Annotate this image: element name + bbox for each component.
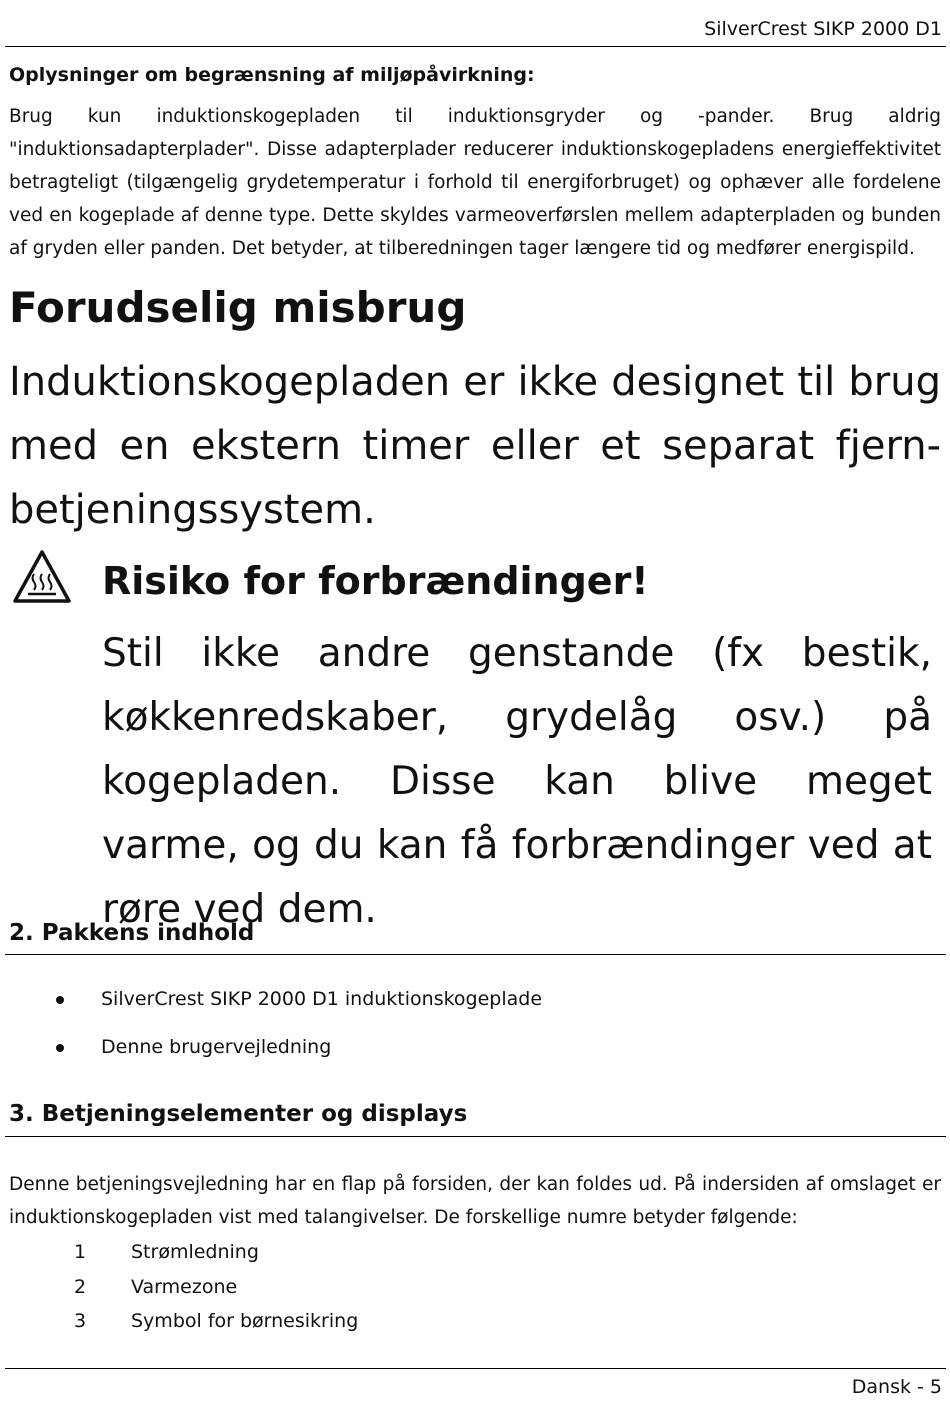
list-item: [0, 1276, 900, 1306]
header-rule: [5, 46, 946, 47]
misuse-paragraph: Induktionskogepladen er ikke designet til brug med en ekstern timer eller et separat fjernbetjeningssystem.: [9, 359, 941, 533]
bullet-icon: [56, 1044, 64, 1052]
list-item-label: Denne brugervejledning: [101, 1036, 332, 1058]
list-item: [0, 988, 900, 1018]
package-heading: 2. Pakkens indhold: [9, 920, 255, 946]
footer-rule: [5, 1368, 946, 1369]
misuse-heading: Forudselig misbrug: [9, 283, 467, 332]
controls-heading: 3. Betjeningselementer og displays: [9, 1101, 468, 1127]
list-item: [0, 1036, 900, 1066]
controls-rule: [5, 1136, 946, 1137]
item-label: Varmezone: [131, 1276, 238, 1298]
list-item: [0, 1310, 900, 1340]
environment-paragraph: Brug kun induktionskogepladen til induktionsgryder og -pander. Brug aldrig "induktionsadapterplader". Disse adapterplader reducerer induktionskogepladens energieffektivitet betragteligt (tilgængelig grydetemperatur i forhold til energiforbruget) og ophæver alle fordelene ved en kogeplade af denne type. Dette skyldes varmeoverførslen mellem adapterpladen og bunden af gryden eller panden. Det betyder, at tilberedningen tager længere tid og medfører energispild.: [9, 106, 941, 259]
item-number: 1: [74, 1241, 87, 1263]
item-label: Symbol for børnesikring: [131, 1310, 359, 1332]
hot-surface-warning-icon: [12, 548, 72, 606]
warning-paragraph: Stil ikke andre genstande (fx bestik, køkkenredskaber, grydelåg osv.) på kogepladen. Disse kan blive meget varme, og du kan få forbrændinger ved at røre ved dem.: [102, 631, 932, 932]
page-footer: Dansk - 5: [851, 1376, 942, 1398]
item-number: 2: [74, 1276, 87, 1298]
warning-heading: Risiko for forbrændinger!: [102, 559, 649, 603]
controls-paragraph: Denne betjeningsvejledning har en flap på forsiden, der kan foldes ud. På indersiden af omslaget er induktionskogepladen vist med talangivelser. De forskellige numre betyder følgende:: [9, 1174, 941, 1228]
bullet-icon: [56, 996, 64, 1004]
list-item: [0, 1241, 900, 1271]
page-header: SilverCrest SIKP 2000 D1: [704, 18, 942, 40]
list-item-label: SilverCrest SIKP 2000 D1 induktionskogeplade: [101, 988, 543, 1010]
item-label: Strømledning: [131, 1241, 259, 1263]
item-number: 3: [74, 1310, 87, 1332]
package-rule: [5, 954, 946, 955]
environment-heading: Oplysninger om begrænsning af miljøpåvirkning:: [9, 64, 535, 86]
